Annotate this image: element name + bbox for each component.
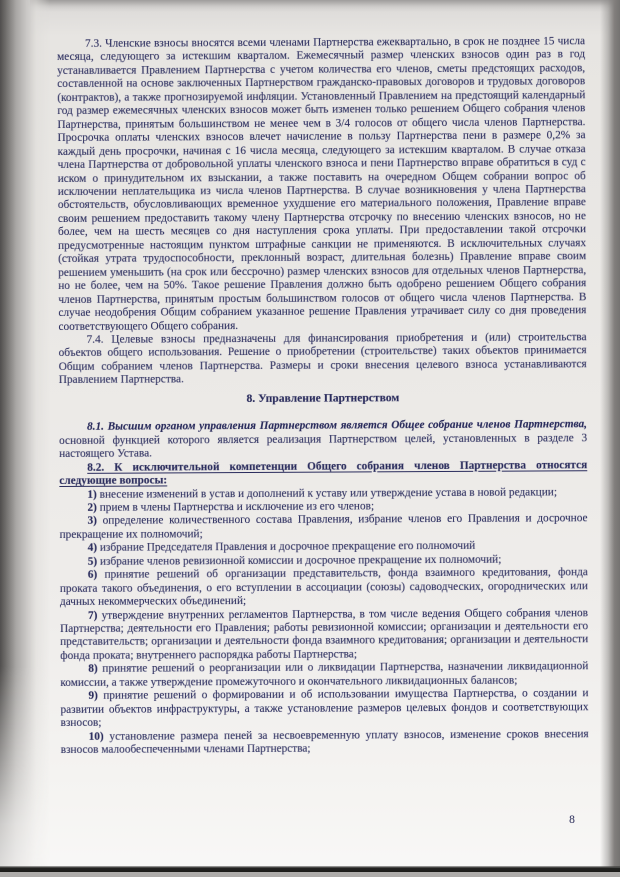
section-8-heading: 8. Управление Партнерством	[246, 390, 400, 405]
document-body	[57, 35, 589, 757]
item-number: 2)	[87, 501, 97, 514]
item-number: 10)	[88, 730, 104, 743]
heading-8-2-text: 8.2. К исключительной компетенции Общего собрания членов Партнерства относятся следующие вопросы:	[59, 458, 588, 488]
list-item	[59, 486, 587, 502]
item-text: принятие решений о реорганизации или о ликвидации Партнерства, назначении ликвидационной комиссии, а также утверждение промежуточного и окончательного ликвидационных балансов;	[60, 660, 589, 689]
list-item	[60, 661, 588, 691]
list-item	[60, 566, 588, 609]
item-number: 1)	[87, 488, 97, 501]
item-text: установление размера пеней за несвоевременную уплату взносов, изменение сроков внесения взносов малообеспеченными членами Партнерства;	[60, 727, 589, 757]
item-number: 8)	[88, 663, 98, 676]
scan-spine-shadow	[0, 0, 50, 877]
scan-right-shadow	[600, 0, 620, 867]
paragraph-7-3: 7.3. Членские взносы вносятся всеми членами Партнерства ежеквартально, в срок не позднее 15 числа месяца, следующего за истекшим кварталом. Ежемесячный размер членских взносов один раз в год устанавливается Правлением Партнерства с учетом количества его членов, сметы предстоящих расходов, составленной на основе заключенных Партнерством гражданско-правовых договоров и трудовых договоров (контрактов), а также прогнозируемой инфляции. Установленный Правлением на предстоящий календарный год размер ежемесячных членских взносов может быть изменен только решением Общего собрания членов Партнерства, принятым большинством не менее чем в 3/4 голосов от общего числа членов Партнерства. Просрочка оплаты членских взносов влечет начисление в пользу Партнерства пени в размере 0,2% за каждый день просрочки, начиная с 16 числа месяца, следующего за истекшим кварталом. В случае отказа члена Партнерства от добровольной уплаты членского взноса и пени Партнерство вправе обратиться в суд с иском о принудительном их взыскании, а также поставить на очередном Общем собрании вопрос об исключении неплательщика из числа членов Партнерства. В случае возникновения у члена Партнерства обстоятельств, обусловливающих временное ухудшение его материального положения, Правление вправе своим решением предоставить такому члену Партнерства отсрочку по внесению членских взносов, но не более, чем на шесть месяцев со дня наступления срока уплаты. При предоставлении такой отсрочки предусмотренные настоящим пунктом штрафные санкции не применяются. В исключительных случаях (стойкая утрата трудоспособности, преклонный возраст, длительная болезнь) Правление вправе своим решением уменьшить (на срок или бессрочно) размер членских взносов для отдельных членов Партнерства, но не более, чем на 50%. Такое решение Правления должно быть одобрено решением Общего собрания членов Партнерства, принятым простым большинством голосов от общего числа членов Партнерства. В случае неодобрения Общим собранием указанное решение Правления утрачивает силу со дня проведения соответствующего Общего собрания.	[57, 35, 587, 333]
competence-list	[59, 486, 588, 758]
item-text: принятие решений о формировании и об использовании имущества Партнерства, о создании и развитии объектов инфраструктуры, а также установление размеров целевых фондов и соответствующих взносов;	[60, 687, 589, 730]
item-number: 9)	[88, 690, 98, 703]
item-text: избрание членов ревизионной комиссии и досрочное прекращение их полномочий;	[99, 553, 502, 568]
paragraph-8-1	[59, 418, 587, 461]
scan-top-shadow	[30, 0, 620, 12]
paragraph-8-1-emphasis: 8.1. Высшим органом управления Партнерством является Общее собрание членов Партнерства,	[87, 418, 588, 434]
paragraph-8-1-rest: основной функцией которого является реализация Партнерством целей, установленных в разделе 3 настоящего Устава.	[59, 431, 588, 461]
item-text: определение количественного состава Правления, избрание членов его Правления и досрочное прекращение их полномочий;	[59, 512, 588, 541]
item-number: 4)	[87, 542, 98, 555]
item-text: утверждение внутренних регламентов Партнерства, в том числе ведения Общего собрания членов Партнерства; деятельности его Правления; работы ревизионной комиссии; организации и деятельности его представительств; организации и деятельности фонда взаимного кредитования; организации и деятельности фонда проката; внутреннего распорядка работы Партнерства;	[60, 606, 589, 662]
list-item	[60, 607, 588, 664]
heading-8-2	[59, 459, 587, 489]
item-number: 5)	[87, 555, 98, 568]
item-number: 6)	[87, 569, 98, 582]
paragraph-7-4: 7.4. Целевые взносы предназначены для финансирования приобретения и (или) строительства объектов общего использования. Решение о приобретении (строительстве) таких объектов принимается Общим собранием членов Партнерства. Размеры и сроки внесения целевого взноса устанавливаются Правлением Партнерства.	[58, 331, 587, 387]
list-item	[60, 688, 588, 731]
item-text: принятие решений об организации представительств, фонда взаимного кредитования, фонда проката такого объединения, о его вступлении в ассоциации (союзы) садоводческих, огороднических или дачных некоммерческих объединений;	[59, 566, 588, 609]
item-number: 3)	[87, 515, 97, 528]
list-item	[59, 513, 587, 543]
item-text: внесение изменений в устав и дополнений к уставу или утверждение устава в новой редакции;	[99, 485, 558, 501]
scan-bottom-background	[0, 872, 620, 877]
item-number: 7)	[87, 609, 98, 622]
item-text: прием в члены Партнерства и исключение из его членов;	[99, 500, 375, 514]
item-text: избрание Председателя Правления и досрочное прекращение его полномочий	[99, 540, 476, 555]
list-item	[61, 728, 589, 758]
page-number: 8	[569, 814, 575, 826]
